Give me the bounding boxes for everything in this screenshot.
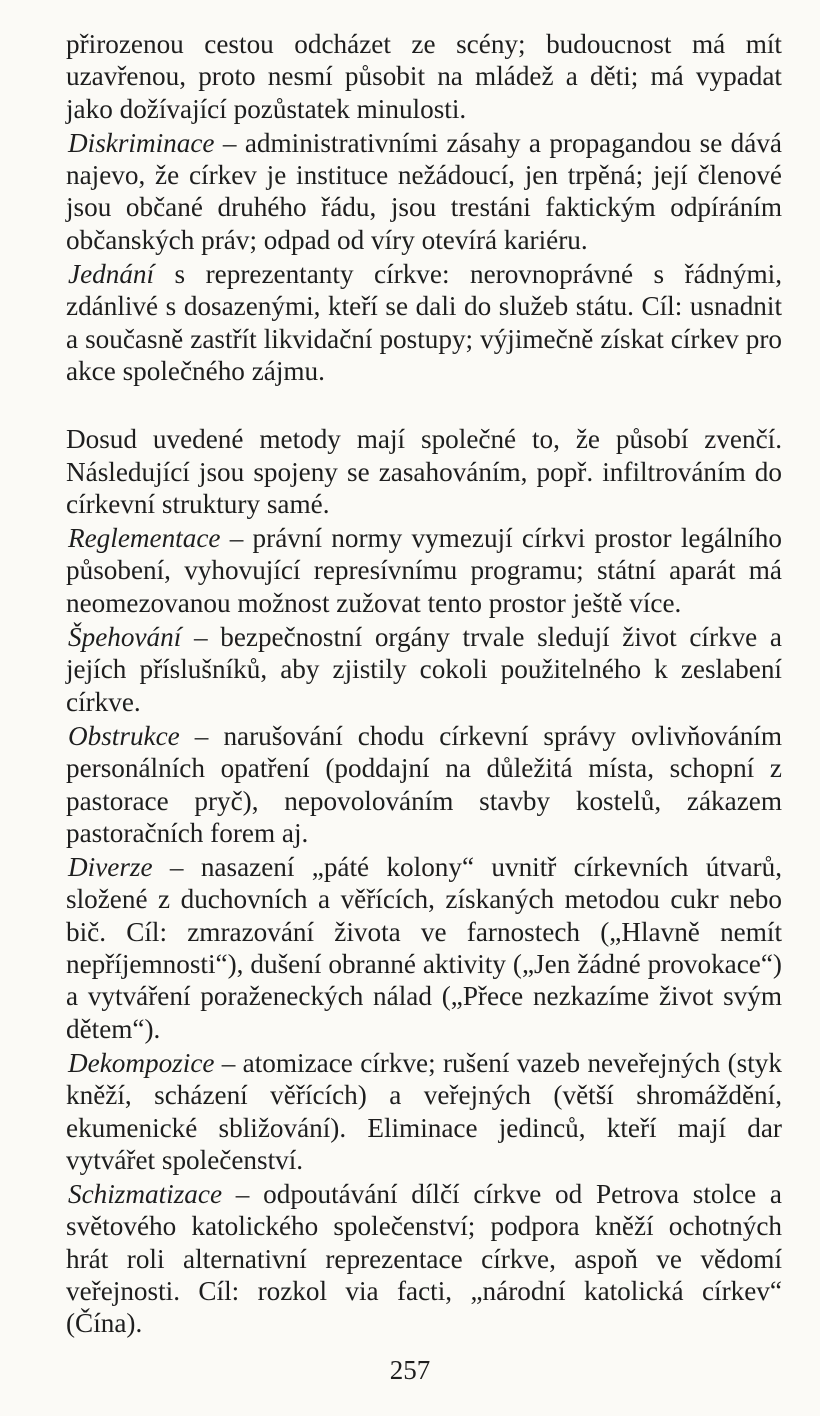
term-diverze: Diverze	[68, 852, 153, 883]
paragraph-text: přirozenou cestou odcházet ze scény; budoucnost má mít uzavřenou, proto nesmí působit na mládež a děti; má vypadat jako dožívající pozůstatek minulosti.	[66, 29, 782, 124]
paragraph-text: – bezpečnostní orgány trvale sledují život církve a jejích příslušníků, aby zjistily cokoli použitelného k zeslabení církve.	[66, 622, 782, 717]
paragraph-transition	[66, 423, 782, 520]
paragraph-text: – právní normy vymezují církvi prostor legálního působení, vyhovující represívnímu programu; státní aparát má neomezovanou možnost zužovat tento prostor ještě více.	[66, 523, 782, 618]
paragraph-continuation	[66, 28, 782, 125]
paragraph-text: – atomizace církve; rušení vazeb neveřejných (styk kněží, scházení věřících) a veřejných (větší shromáždění, ekumenické sbližování). Eliminace jedinců, kteří mají dar vytvářet společenství.	[66, 1047, 782, 1175]
paragraph-dekompozice	[66, 1047, 782, 1176]
paragraph-text: – nasazení „páté kolony“ uvnitř církevních útvarů, složené z duchovních a věřících, získaných metodou cukr nebo bič. Cíl: zmrazování života ve farnostech („Hlavně nemít nepříjemnosti“), dušení obranné aktivity („Jen žádné provokace“) a vytváření poraženeckých nálad („Přece nezkazíme život svým dětem“).	[66, 852, 782, 1044]
term-jednani: Jednání	[68, 259, 155, 290]
term-spehovani: Špehování	[68, 622, 182, 653]
paragraph-text: – narušování chodu církevní správy ovlivňováním personálních opatření (poddajní na důležitá místa, schopní z pastorace pryč), nepovolováním stavby kostelů, zákazem pastoračních forem aj.	[66, 720, 782, 848]
paragraph-reglementace	[66, 522, 782, 619]
paragraph-obstrukce	[66, 720, 782, 849]
term-diskriminace: Diskriminace	[68, 127, 215, 158]
term-dekompozice: Dekompozice	[68, 1047, 215, 1078]
body-text	[66, 28, 782, 1340]
paragraph-diverze	[66, 851, 782, 1045]
term-reglementace: Reglementace	[68, 523, 221, 554]
paragraph-jednani	[66, 258, 782, 387]
paragraph-schizmatizace	[66, 1178, 782, 1339]
paragraph-text: Dosud uvedené metody mají společné to, že působí zvenčí. Následující jsou spojeny se zasahováním, popř. infiltrováním do církevní struktury samé.	[66, 424, 782, 519]
paragraph-text: s reprezentanty církve: nerovnoprávné s řádnými, zdánlivé s dosazenými, kteří se dali do služeb státu. Cíl: usnadnit a současně zastřít likvidační postupy; výjimečně získat církev pro akce společného zájmu.	[66, 259, 782, 386]
paragraph-spehovani	[66, 621, 782, 718]
paragraph-text: – odpoutávání dílčí církve od Petrova stolce a světového katolického společenství; podpora kněží ochotných hrát roli alternativní reprezentace církve, aspoň ve vědomí veřejnosti. Cíl: rozkol via facti, „národní katolická církev“ (Čína).	[66, 1179, 782, 1339]
term-schizmatizace: Schizmatizace	[68, 1179, 223, 1210]
paragraph-text: – administrativními zásahy a propagandou se dává najevo, že církev je instituce nežádoucí, jen trpěná; její členové jsou občané druhého řádu, jsou trestáni faktickým odpíráním občanských práv; odpad od víry otevírá kariéru.	[66, 127, 782, 255]
page-number: 257	[389, 1355, 431, 1385]
term-obstrukce: Obstrukce	[68, 720, 180, 751]
paragraph-diskriminace	[66, 127, 782, 256]
